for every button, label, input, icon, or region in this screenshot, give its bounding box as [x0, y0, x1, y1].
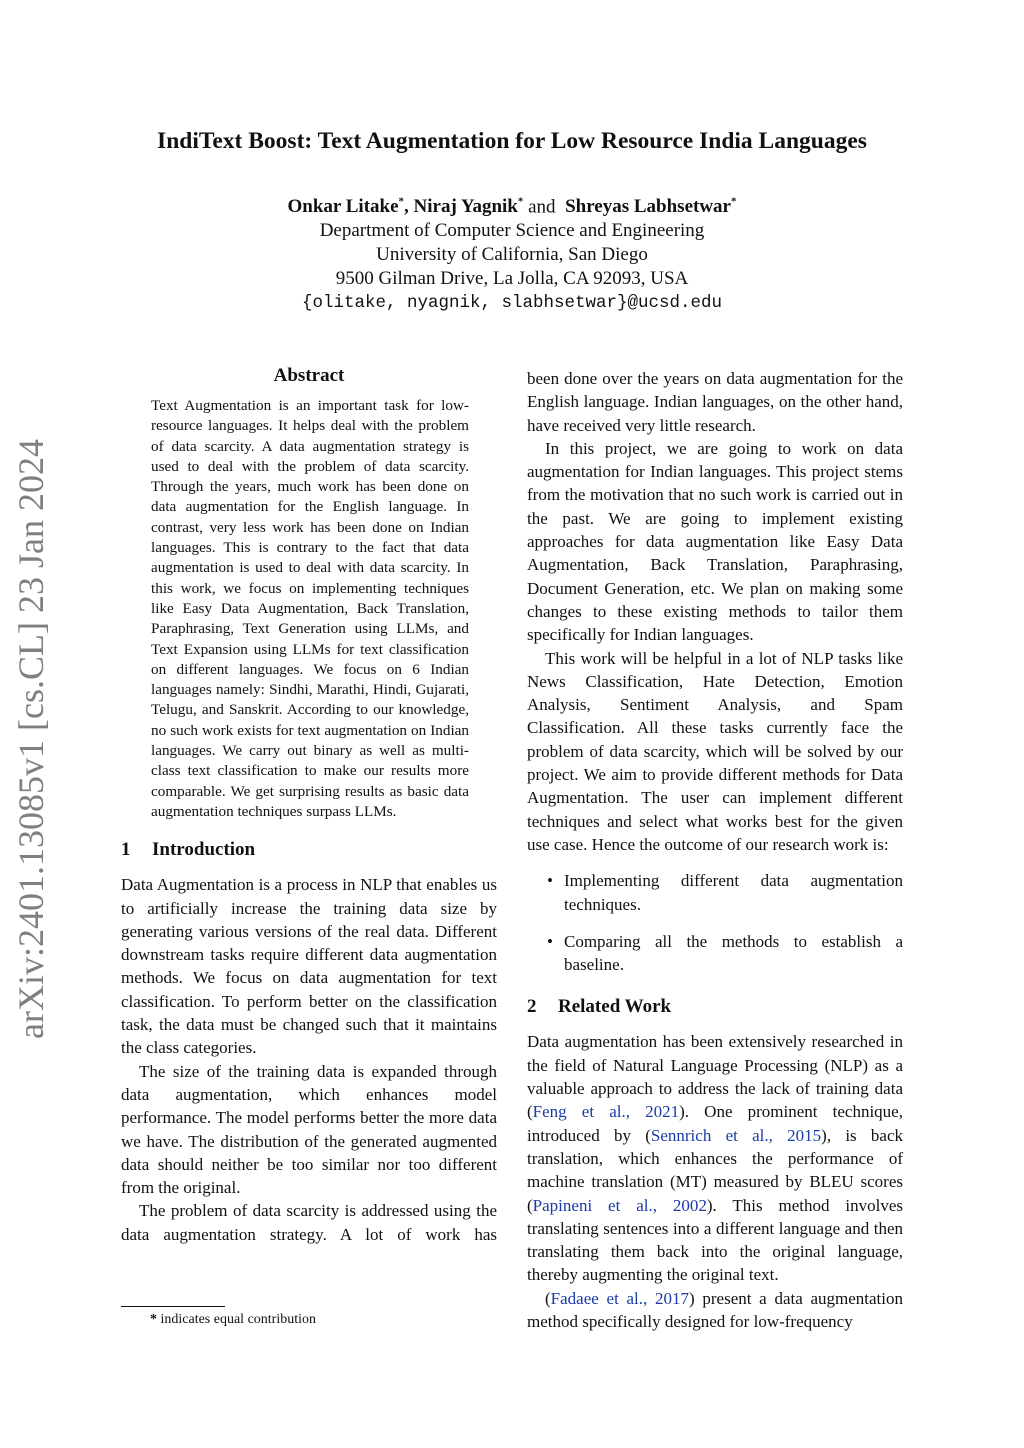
paper-title: IndiText Boost: Text Augmentation for Low Resource India Languages	[157, 128, 867, 154]
affiliation-line: 9500 Gilman Drive, La Jolla, CA 92093, USA	[335, 268, 689, 290]
section-title: Related Work	[558, 996, 672, 1018]
author-names	[0, 190, 1024, 219]
intro-paragraph-continued: been done over the years on data augmentation for the English language. Indian languages, on the other hand, have received very little research.	[527, 369, 903, 435]
list-item: • Implementing different data augmentation techniques.	[547, 871, 903, 914]
intro-paragraph: Data Augmentation is a process in NLP that enables us to artificially increase the training data size by generating various versions of the real data. Different downstream tasks require different data augmentation methods. We focus on data augmentation for text classification. To perform better on the classification task, the data must be changed such that it maintains the class categories.	[121, 875, 497, 1058]
affiliation-line: University of California, San Diego	[376, 244, 648, 266]
author-conjunction: and	[528, 196, 556, 218]
abstract-heading: Abstract	[273, 365, 345, 386]
arxiv-identifier-text: arXiv:2401.13085v1 [cs.CL] 23 Jan 2024	[11, 439, 51, 1039]
related-work-paragraph: Data augmentation has been extensively researched in the field of Natural Language Processing (NLP) as a valuable approach to address the lack of training data (Feng et al., 2021). One prominent technique, introduced by (Sennrich et al., 2015), is back translation, which enhances the performance of machine translation (MT) measured by BLEU scores (Papineni et al., 2002). This method involves translating sentences into a different language and then translating them back into the original language, thereby augmenting the original text.	[527, 1032, 904, 1285]
equal-contribution-mark: *	[730, 196, 737, 208]
intro-paragraph: This work will be helpful in a lot of NLP tasks like News Classification, Hate Detection, Emotion Analysis, Sentiment Analysis, and Spam Classification. All these tasks currently face the problem of data scarcity, which will be solved by our project. We aim to provide different methods for Data Augmentation. The user can implement different techniques and select what works best for the given use case. Hence the outcome of our research work is:	[527, 648, 903, 854]
section-number: 1	[121, 839, 131, 861]
section-title: Introduction	[152, 839, 256, 861]
left-column	[121, 365, 497, 1246]
footnote-text: indicates equal contribution	[160, 1312, 317, 1327]
author-2: Niraj Yagnik*	[413, 196, 524, 218]
citation-link[interactable]: Sennrich et al., 2015	[650, 1125, 822, 1145]
footnote	[150, 1312, 316, 1328]
section-heading-related-work	[527, 995, 903, 1019]
citation-link[interactable]: Papineni et al., 2002	[532, 1195, 707, 1215]
citation-link[interactable]: Feng et al., 2021	[532, 1102, 680, 1122]
bullet-icon: •	[547, 931, 553, 951]
section-number: 2	[527, 996, 537, 1018]
author-3: Shreyas Labhsetwar*	[565, 196, 737, 218]
equal-contribution-mark: *	[398, 196, 405, 208]
bullet-icon: •	[547, 871, 553, 891]
intro-paragraph: The size of the training data is expanded through data augmentation, which enhances model performance. The model performs better the more data we have. The distribution of the generated augmented data should neither be too similar nor too different from the original.	[121, 1061, 497, 1198]
outcome-list	[527, 869, 903, 976]
related-work-paragraph: (Fadaee et al., 2017) present a data augmentation method specifically designed for low-frequency	[527, 1288, 903, 1331]
author-emails: {olitake, nyagnik, slabhsetwar}@ucsd.edu	[301, 293, 723, 314]
intro-paragraph: The problem of data scarcity is addressed using the data augmentation strategy. A lot of work has	[121, 1201, 497, 1244]
intro-paragraph: In this project, we are going to work on data augmentation for Indian languages. This project stems from the motivation that no such work is carried out in the past. We are going to implement existing approaches for data augmentation like Easy Data Augmentation, Back Translation, Paraphrasing, Document Generation, etc. We plan on making some changes to these existing methods to tailor them specifically for Indian languages.	[527, 438, 903, 645]
footnote-mark: *	[150, 1312, 157, 1327]
abstract-text: Text Augmentation is an important task for low-resource languages. It helps deal with the problem of data scarcity. A data augmentation strategy is used to deal with the problem of data scarcity. Through the years, much work has been done on data augmentation for the English language. In contrast, very less work has been done on Indian languages. This is contrary to the fact that data augmentation is used to deal with data scarcity. In this work, we focus on implementing techniques like Easy Data Augmentation, Back Translation, Paraphrasing, Text Generation using LLMs, and Text Expansion using LLMs for text classification on different languages. We focus on 6 Indian languages namely: Sindhi, Marathi, Hindi, Gujarati, Telugu, and Sanskrit. According to our knowledge, no such work exists for text augmentation on Indian languages. We carry out binary as well as multi-class text classification to make our results more comparable. We get surprising results as basic data augmentation techniques surpass LLMs.	[151, 397, 469, 820]
author-1: Onkar Litake*,	[287, 196, 409, 218]
footnote-divider	[121, 1306, 225, 1307]
affiliation-line: Department of Computer Science and Engineering	[319, 220, 705, 242]
list-item: • Comparing all the methods to establish a baseline.	[547, 931, 903, 975]
author-block	[0, 190, 1024, 315]
equal-contribution-mark: *	[517, 196, 524, 208]
section-heading-introduction	[121, 838, 497, 862]
citation-link[interactable]: Fadaee et al., 2017	[550, 1288, 689, 1308]
right-column	[527, 367, 903, 1333]
